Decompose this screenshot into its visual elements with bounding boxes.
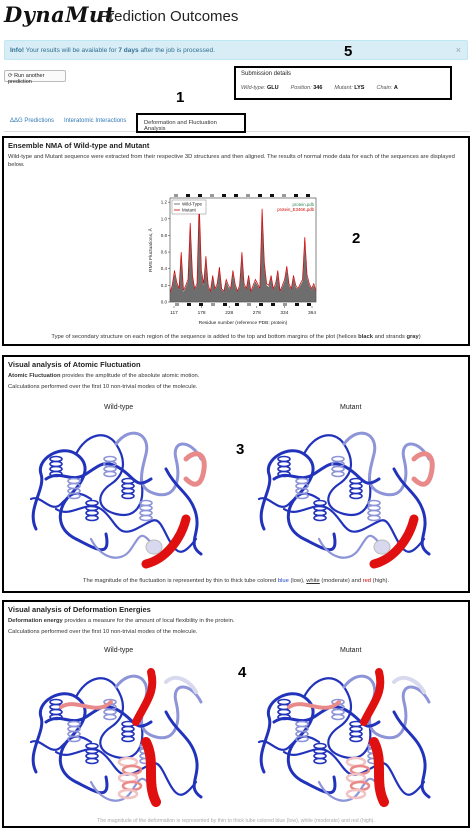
nma-caption-before: Type of secondary structure on each region of the sequence is added to the top and bottom margins of the plot (helices	[51, 334, 359, 340]
secondary-structure-top	[246, 194, 250, 197]
secondary-structure-bottom	[175, 303, 179, 306]
wild-type-value: GLU	[266, 85, 279, 91]
helix-turn	[350, 737, 362, 742]
fluct-caption-high: (high).	[371, 578, 390, 584]
secondary-structure-bottom	[187, 303, 191, 306]
helix-turn	[86, 516, 98, 521]
atomic-fluctuation-panel	[2, 355, 470, 593]
fluct-caption-blue: blue	[277, 578, 289, 584]
x-tick-label: 364	[307, 311, 317, 316]
chain-value: A	[393, 85, 398, 91]
chain-label: Chain:	[376, 85, 393, 91]
submission-title: Submission details	[241, 71, 292, 77]
page-title: - Prediction Outcomes	[90, 8, 239, 25]
secondary-structure-bottom	[283, 303, 287, 306]
backbone-tube	[259, 737, 319, 750]
deformation-calc-note: Calculations performed over the first 10 non-trivial modes of the molecule.	[8, 629, 198, 635]
dynamut-logo[interactable]: DynaMut	[4, 2, 116, 27]
fluctuation-wild-type-structure[interactable]	[16, 419, 216, 569]
fluct-caption-red: red	[362, 578, 372, 584]
annotation-4: 4	[238, 664, 247, 681]
refresh-icon: ⟳	[8, 73, 15, 79]
y-tick-label: 0.0	[160, 299, 167, 305]
nma-description: Wild-type and Mutant sequence were extracted from their respective 3D structures and then aligned. The results of normal mode data for each of the sequences are displayed below.	[8, 154, 455, 168]
secondary-structure-bottom	[271, 303, 275, 306]
fluctuation-mutant-label: Mutant	[340, 404, 362, 411]
secondary-structure-top	[210, 194, 214, 197]
alert-text-after: after the job is processed.	[138, 47, 215, 54]
deformation-text: provides a measure for the amount of local flexibility in the protein.	[62, 618, 235, 624]
fluctuation-term: Atomic Fluctuation	[8, 373, 61, 379]
mutant-field	[334, 85, 364, 91]
x-tick-label: 228	[225, 311, 234, 316]
y-tick-label: 1.0	[160, 216, 167, 222]
deformation-helix-turn	[119, 790, 137, 798]
page-header	[0, 0, 474, 32]
fluctuation-wild-type-label: Wild-type	[104, 404, 134, 411]
helix-turn	[122, 737, 134, 742]
nma-title: Ensemble NMA of Wild-type and Mutant	[8, 141, 150, 150]
result-tabs	[4, 112, 470, 132]
nma-caption	[4, 334, 468, 340]
tab-interatomic-interactions[interactable]: Interatomic Interactions	[64, 118, 127, 124]
legend-label: Wild-Type	[182, 201, 203, 207]
secondary-structure-top	[198, 194, 202, 197]
fluctuation-title: Visual analysis of Atomic Fluctuation	[8, 360, 141, 369]
nma-caption-black: black	[358, 334, 373, 340]
fluctuation-text: provides the amplitude of the absolute atomic motion.	[60, 373, 200, 379]
fluct-caption-moderate: (moderate) and	[319, 578, 363, 584]
backbone-tube	[116, 433, 201, 495]
y-axis-label: RMS Fluctuations, Å	[149, 228, 154, 272]
helix-turn	[86, 759, 98, 764]
backbone-tube	[31, 494, 91, 507]
deformation-helix-turn	[119, 774, 137, 782]
secondary-structure-bottom	[211, 303, 215, 306]
deformation-helix-turn	[351, 782, 369, 790]
deformation-helix-turn	[119, 758, 137, 766]
deformation-description	[8, 617, 464, 625]
secondary-structure-bottom	[247, 303, 251, 306]
moderate-fluctuation-loop	[414, 454, 432, 484]
x-axis-label: Residue number (reference PDB: protein)	[198, 321, 288, 326]
annotation-3: 3	[236, 441, 245, 458]
deformation-mutant-structure[interactable]	[244, 662, 444, 812]
tab-ddg-predictions[interactable]: ΔΔG Predictions	[10, 118, 55, 124]
deformation-title: Visual analysis of Deformation Energies	[8, 605, 151, 614]
chain-field	[376, 85, 397, 91]
position-field	[291, 85, 323, 91]
moderate-fluctuation-loop	[186, 454, 204, 484]
x-tick-label: 178	[197, 311, 206, 316]
fluctuation-mutant-structure[interactable]	[244, 419, 444, 569]
secondary-structure-bottom	[259, 303, 263, 306]
deformation-wild-type-label: Wild-type	[104, 647, 134, 654]
secondary-structure-top	[282, 194, 286, 197]
rms-fluctuation-chart	[144, 190, 324, 332]
secondary-structure-top	[306, 194, 310, 197]
tab-deformation-fluctuation[interactable]: Deformation and Fluctuation Analysis	[136, 113, 246, 133]
nma-panel	[2, 136, 470, 346]
secondary-structure-bottom	[199, 303, 203, 306]
legend-file-label: protein_E346K.pdb	[277, 207, 314, 212]
high-deformation-helix	[374, 742, 384, 802]
deformation-wild-type-structure[interactable]	[16, 662, 216, 812]
secondary-structure-top	[294, 194, 298, 197]
y-tick-label: 0.8	[160, 232, 167, 238]
nma-caption-after: )	[418, 334, 421, 340]
y-tick-label: 1.2	[160, 199, 167, 205]
alert-close-button[interactable]: ×	[455, 45, 461, 55]
annotation-2: 2	[352, 230, 361, 247]
deformation-helix-turn	[123, 782, 141, 790]
moderate-fluctuation-region	[146, 540, 162, 554]
alert-prefix: Info!	[10, 47, 25, 54]
mutant-label: Mutant:	[334, 85, 353, 91]
helix-turn	[314, 516, 326, 521]
fluct-caption-low: (low),	[288, 578, 307, 584]
deformation-mutant-label: Mutant	[340, 647, 362, 654]
high-deformation-helix	[146, 742, 156, 802]
fluct-caption-white: white	[306, 578, 320, 584]
run-another-prediction-button[interactable]	[4, 70, 66, 85]
helix-turn	[350, 494, 362, 499]
backbone-tube	[394, 712, 429, 797]
backbone-tube	[116, 676, 201, 738]
secondary-structure-bottom	[223, 303, 227, 306]
helix-turn	[104, 715, 116, 720]
alert-days: 7 days	[118, 47, 139, 54]
run-button-label: Run another prediction	[8, 73, 45, 85]
submission-details-row	[241, 85, 445, 91]
info-alert	[4, 40, 468, 60]
mutant-value: LYS	[354, 85, 365, 91]
legend-label: Mutant	[182, 207, 196, 213]
annotation-5: 5	[344, 43, 353, 60]
helix-turn	[140, 516, 152, 521]
backbone-tube	[344, 676, 429, 738]
wild-type-label: Wild-type:	[241, 85, 266, 91]
deformation-energy-panel	[2, 600, 470, 828]
fluctuation-caption	[4, 578, 468, 584]
position-label: Position:	[290, 85, 312, 91]
x-tick-label: 334	[280, 311, 289, 316]
nma-caption-gray: gray	[406, 334, 419, 340]
helix-turn	[314, 759, 326, 764]
secondary-structure-bottom	[307, 303, 311, 306]
alert-text-before: Your results will be available for	[24, 47, 119, 54]
deformation-helix-turn	[347, 790, 365, 798]
position-value: 346	[313, 85, 323, 91]
y-tick-label: 0.6	[160, 249, 167, 255]
backbone-tube	[344, 433, 429, 495]
backbone-tube	[166, 712, 201, 797]
deformation-helix-turn	[347, 758, 365, 766]
helix-turn	[368, 516, 380, 521]
backbone-tube	[259, 494, 319, 507]
secondary-structure-top	[270, 194, 274, 197]
helix-turn	[332, 715, 344, 720]
secondary-structure-bottom	[295, 303, 299, 306]
y-tick-label: 0.2	[160, 282, 167, 288]
secondary-structure-top	[186, 194, 190, 197]
helix-turn	[104, 472, 116, 477]
helix-turn	[332, 472, 344, 477]
secondary-structure-top	[258, 194, 262, 197]
x-tick-label: 117	[170, 311, 178, 316]
fluctuation-description	[8, 372, 464, 380]
y-tick-label: 0.4	[160, 266, 167, 272]
moderate-fluctuation-region	[374, 540, 390, 554]
wild-type-field	[241, 85, 279, 91]
helix-turn	[122, 494, 134, 499]
x-tick-label: 278	[252, 311, 261, 316]
deformation-helix-turn	[347, 774, 365, 782]
fluctuation-calc-note: Calculations performed over the first 10 non-trivial modes of the molecule.	[8, 384, 198, 390]
secondary-structure-bottom	[235, 303, 239, 306]
backbone-tube	[31, 737, 91, 750]
fluct-caption-before: The magnitude of the fluctuation is represented by thin to thick tube colored	[82, 578, 278, 584]
secondary-structure-top	[222, 194, 226, 197]
deformation-term: Deformation energy	[8, 618, 63, 624]
nma-chart	[144, 190, 324, 337]
secondary-structure-top	[234, 194, 238, 197]
deformation-caption: The magnitude of the deformation is represented by thin to thick tube colored blue (low), white (moderate) and red (high).	[97, 818, 375, 824]
annotation-1: 1	[176, 89, 185, 106]
nma-caption-mid: and strands	[372, 334, 407, 340]
legend-file-label: protein.pdb	[292, 202, 314, 207]
secondary-structure-top	[174, 194, 178, 197]
submission-details-panel	[234, 66, 452, 100]
